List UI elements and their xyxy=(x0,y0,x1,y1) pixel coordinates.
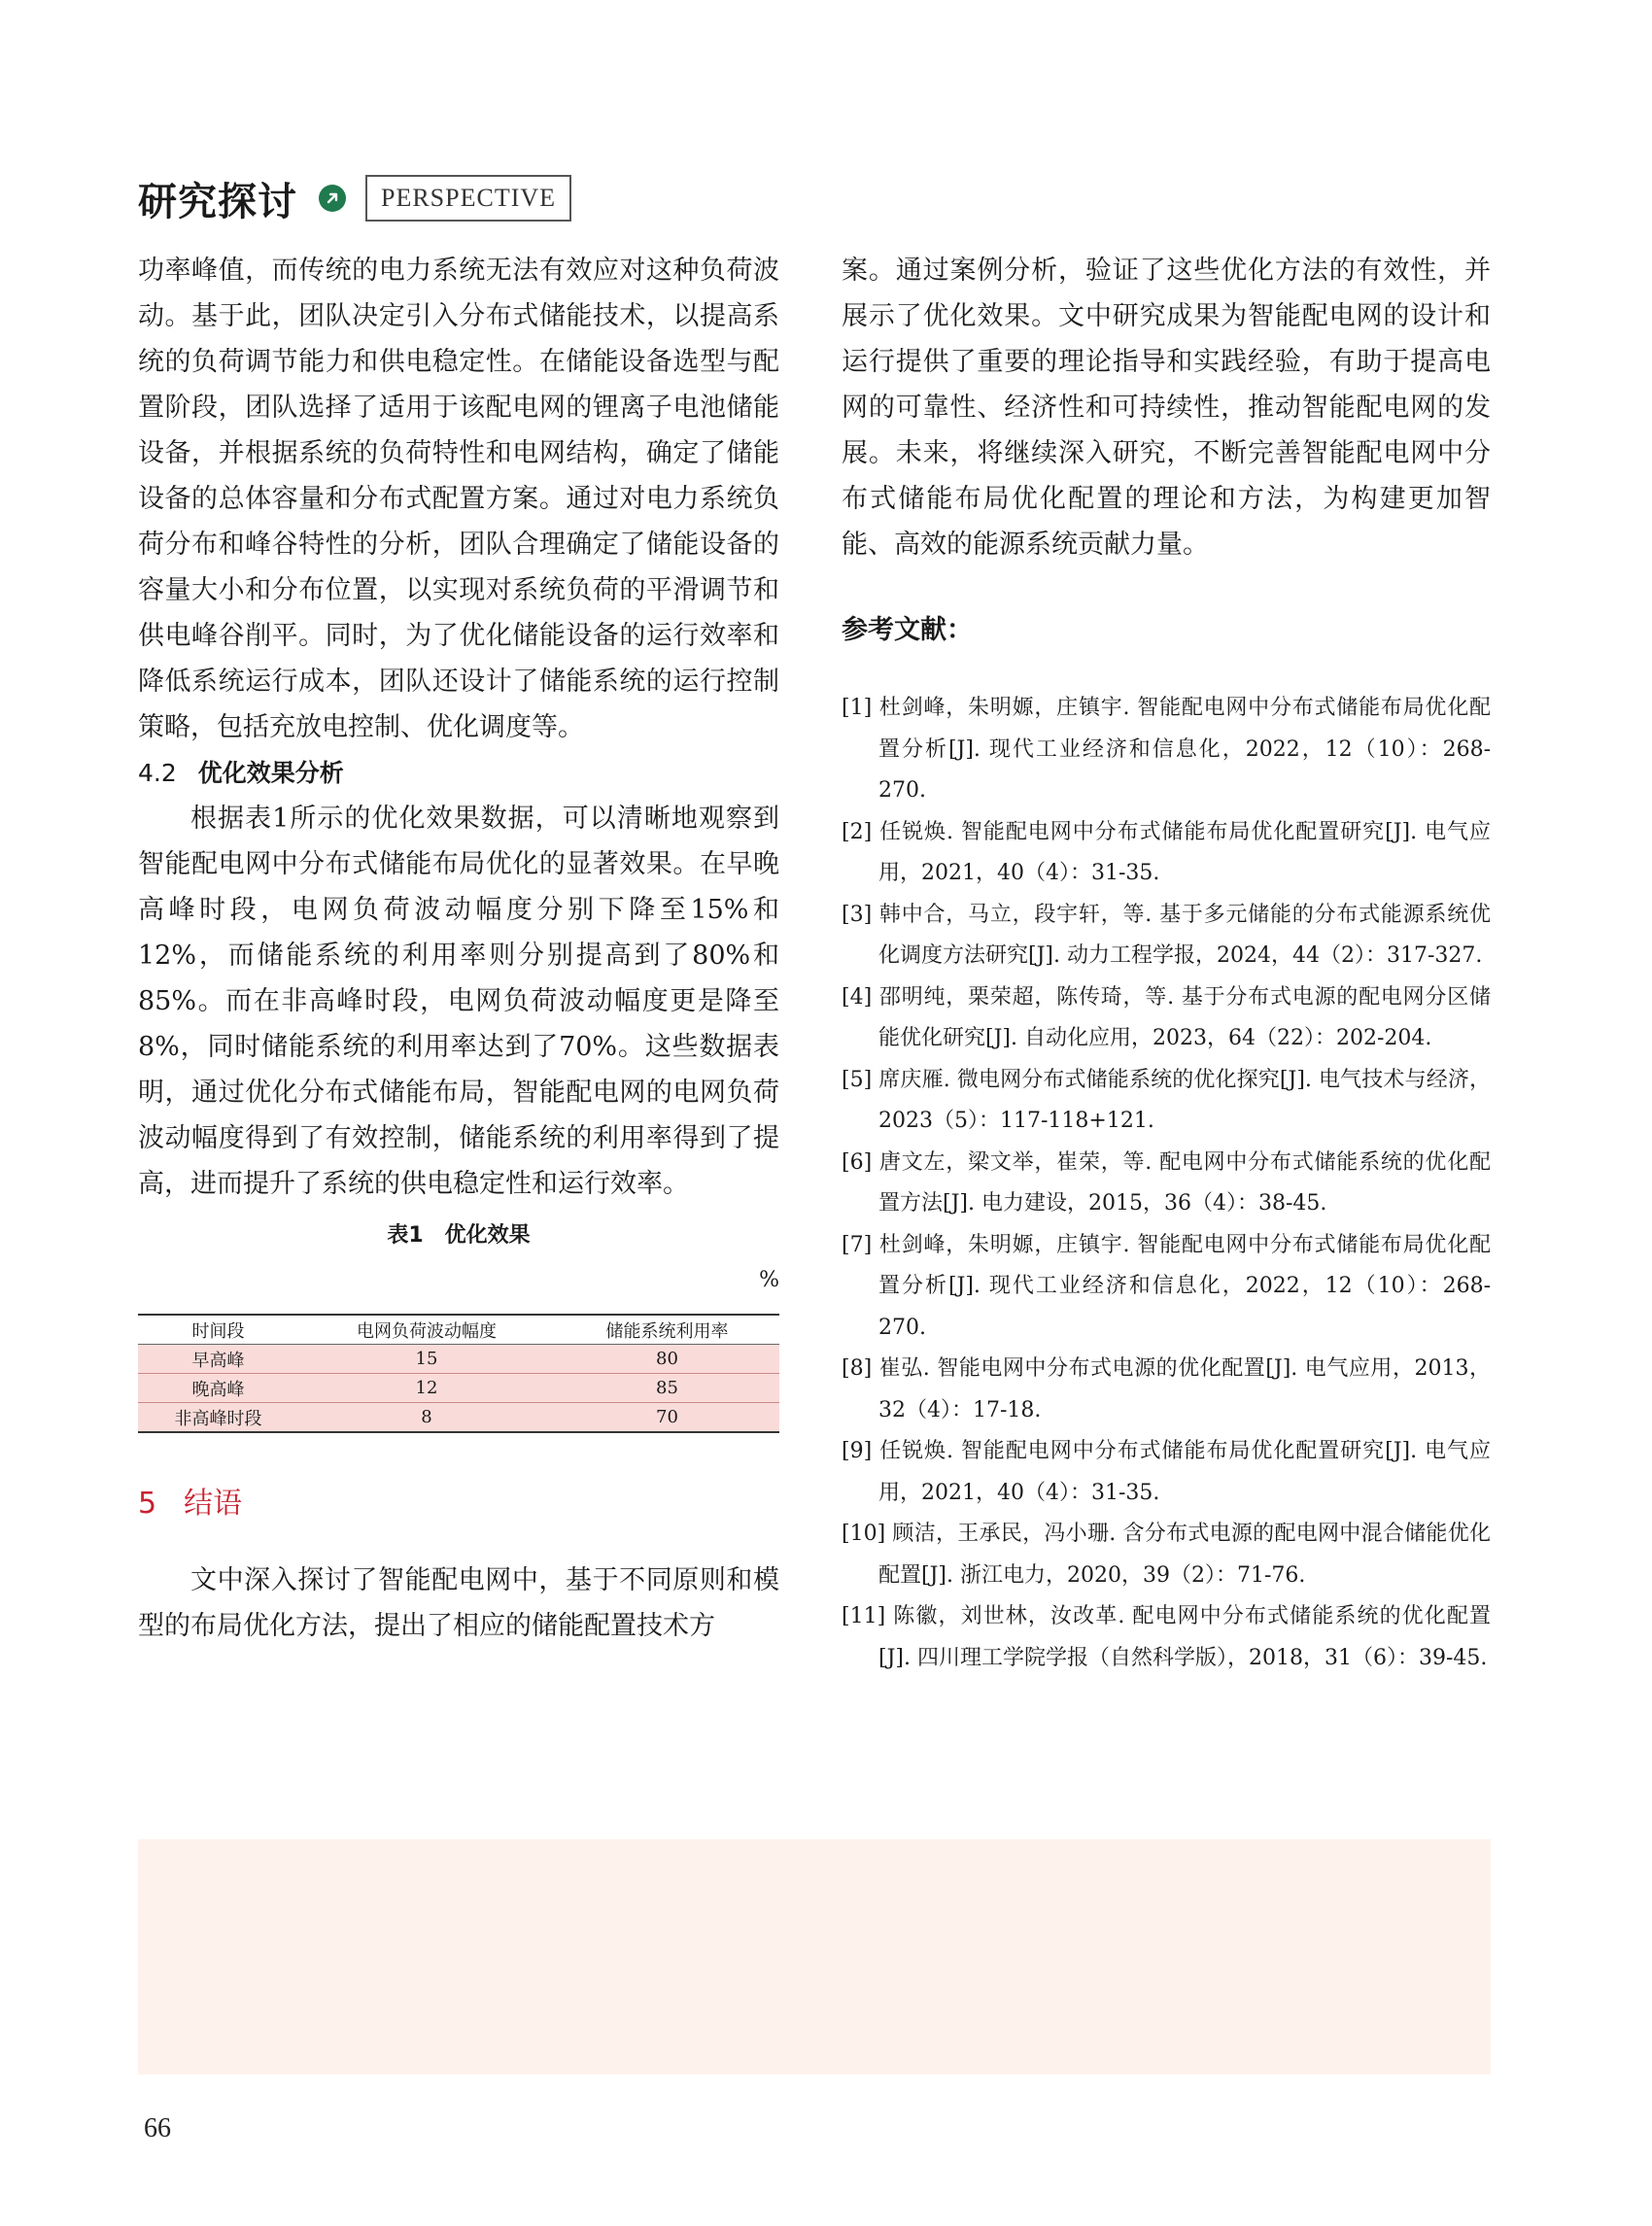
table-cell: 非高峰时段 xyxy=(174,1408,262,1429)
reference-item: [7] 杜剑峰，朱明嫄，庄镇宇. 智能配电网中分布式储能布局优化配置分析[J]. 现代工业经济和信息化，2022，12（10）：268-270. xyxy=(842,1232,1491,1340)
left-column xyxy=(138,248,779,1649)
reference-item: [11] 陈徽，刘世林，汝改革. 配电网中分布式储能系统的优化配置[J]. 四川理工学院学报（自然科学版），2018，31（6）：39-45. xyxy=(842,1604,1491,1670)
table-row xyxy=(138,1374,779,1403)
body-paragraph: 案。通过案例分析，验证了这些优化方法的有效性，并展示了优化效果。文中研究成果为智能配电网的设计和运行提供了重要的理论指导和实践经验，有助于提高电网的可靠性、经济性和可持续性，推动智能配电网的发展。未来，将继续深入研究，不断完善智能配电网中分布式储能布局优化配置的理论和方法，为构建更加智能、高效的能源系统贡献力量。 xyxy=(842,256,1491,560)
subsection-heading xyxy=(138,750,779,796)
table-cell: 晚高峰 xyxy=(191,1379,245,1400)
body-paragraph: 文中深入探讨了智能配电网中，基于不同原则和模型的布局优化方法，提出了相应的储能配置技术方 xyxy=(138,1565,779,1641)
table-header-row xyxy=(138,1315,779,1345)
section-heading xyxy=(138,1480,779,1528)
body-paragraph: 功率峰值，而传统的电力系统无法有效应对这种负荷波动。基于此，团队决定引入分布式储能技术，以提高系统的负荷调节能力和供电稳定性。在储能设备选型与配置阶段，团队选择了适用于该配电网的锂离子电池储能设备，并根据系统的负荷特性和电网结构，确定了储能设备的总体容量和分布式配置方案。通过对电力系统负荷分布和峰谷特性的分析，团队合理确定了储能设备的容量大小和分布位置，以实现对系统负荷的平滑调节和供电峰谷削平。同时，为了优化储能设备的运行效率和降低系统运行成本，团队还设计了储能系统的运行控制策略，包括充放电控制、优化调度等。 xyxy=(138,256,779,742)
reference-list xyxy=(842,688,1491,1679)
table-cell: 85 xyxy=(656,1378,678,1398)
reference-item: [8] 崔弘. 智能电网中分布式电源的优化配置[J]. 电气应用，2013，32（4）：17-18. xyxy=(842,1356,1491,1422)
table-cell: 12 xyxy=(415,1378,438,1398)
table-header-cell: 电网负荷波动幅度 xyxy=(357,1320,497,1342)
perspective-badge: PERSPECTIVE xyxy=(365,175,571,222)
reference-item: [4] 邵明纯，栗荣超，陈传琦，等. 基于分布式电源的配电网分区储能优化研究[J]. 自动化应用，2023，64（22）：202-204. xyxy=(842,984,1491,1050)
reference-item: [3] 韩中合，马立，段宇轩，等. 基于多元储能的分布式能源系统优化调度方法研究[J]. 动力工程学报，2024，44（2）：317-327. xyxy=(842,902,1491,968)
reference-item: [10] 顾洁，王承民，冯小珊. 含分布式电源的配电网中混合储能优化配置[J]. 浙江电力，2020，39（2）：71-76. xyxy=(842,1522,1491,1588)
table-cell: 70 xyxy=(656,1407,678,1427)
section-heading-title: 结语 xyxy=(184,1487,243,1521)
reference-item: [6] 唐文左，梁文举，崔荣，等. 配电网中分布式储能系统的优化配置方法[J]. 电力建设，2015，36（4）：38-45. xyxy=(842,1149,1491,1216)
right-column xyxy=(842,248,1491,1679)
reference-item: [2] 任锐焕. 智能配电网中分布式储能布局优化配置研究[J]. 电气应用，2021，40（4）：31-35. xyxy=(842,819,1491,885)
table-cell: 15 xyxy=(415,1349,438,1369)
section-number: 5 xyxy=(138,1487,157,1521)
reference-item: [5] 席庆雁. 微电网分布式储能系统的优化探究[J]. 电气技术与经济，2023（5）：117-118+121. xyxy=(842,1067,1491,1133)
table-row xyxy=(138,1403,779,1433)
table-header-cell: 时间段 xyxy=(191,1320,245,1342)
reference-item: [1] 杜剑峰，朱明嫄，庄镇宇. 智能配电网中分布式储能布局优化配置分析[J]. 现代工业经济和信息化，2022，12（10）：268-270. xyxy=(842,696,1491,803)
page-number: 66 xyxy=(144,2113,171,2143)
results-table xyxy=(138,1314,779,1433)
table-caption: 表1 优化效果 xyxy=(387,1223,531,1248)
body-paragraph: 根据表1所示的优化效果数据，可以清晰地观察到智能配电网中分布式储能布局优化的显著效果。在早晚高峰时段，电网负荷波动幅度分别下降至15%和12%，而储能系统的利用率则分别提高到了80%和85%。而在非高峰时段，电网负荷波动幅度更是降至8%，同时储能系统的利用率达到了70%。这些数据表明，通过优化分布式储能布局，智能配电网的电网负荷波动幅度得到了有效控制，储能系统的利用率得到了提高，进而提升了系统的供电稳定性和运行效率。 xyxy=(138,804,779,1199)
table-cell: 80 xyxy=(656,1349,678,1369)
page-header xyxy=(138,171,571,225)
table-header-cell: 储能系统利用率 xyxy=(605,1320,729,1342)
reference-item: [9] 任锐焕. 智能配电网中分布式储能布局优化配置研究[J]. 电气应用，2021，40（4）：31-35. xyxy=(842,1439,1491,1505)
section-title: 研究探讨 xyxy=(138,179,297,224)
table-cell: 早高峰 xyxy=(191,1350,245,1371)
arrow-up-right-icon xyxy=(319,185,346,212)
table-row xyxy=(138,1345,779,1374)
footer-panel xyxy=(138,1839,1491,2074)
references-heading: 参考文献： xyxy=(842,615,973,645)
table-cell: 8 xyxy=(421,1407,432,1427)
subsection-title: 优化效果分析 xyxy=(197,759,344,787)
table-unit: % xyxy=(759,1268,779,1292)
subsection-number: 4.2 xyxy=(138,759,177,787)
